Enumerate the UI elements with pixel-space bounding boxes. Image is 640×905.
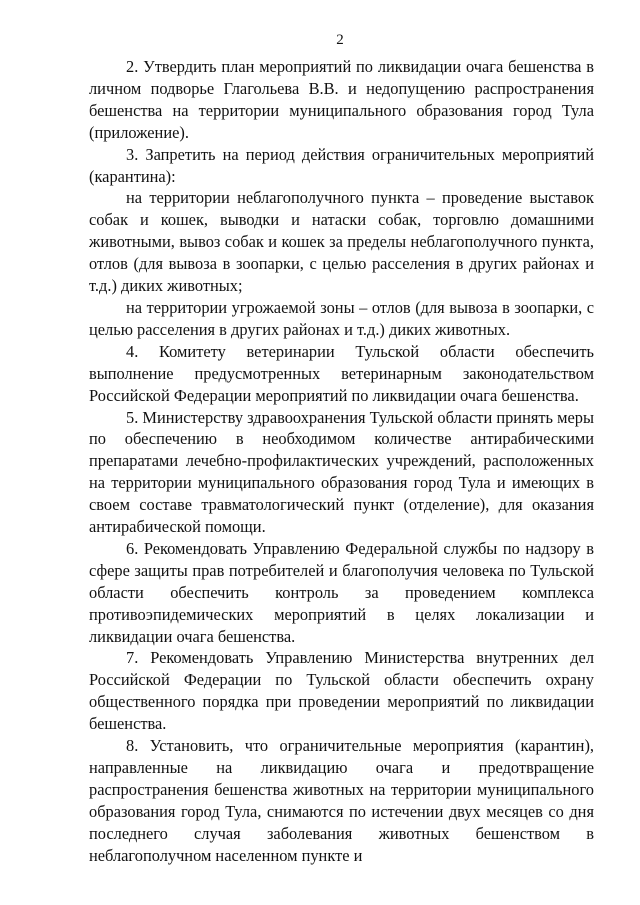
paragraph-6: 6. Рекомендовать Управлению Федеральной службы по надзору в сфере защиты прав потребителей и благополучия человека по Тульской области обеспечить контроль за проведением комплекса противоэпидемических мероприятий в целях локализации и ликвидации очага бешенства. xyxy=(89,538,594,646)
paragraph-4: 4. Комитету ветеринарии Тульской области обеспечить выполнение предусмотренных ветеринарным законодательством Российской Федерации мероприятий по ликвидации очага бешенства. xyxy=(89,341,594,405)
paragraph-5: 5. Министерству здравоохранения Тульской области принять меры по обеспечению в необходимом количестве антирабическими препаратами лечебно-профилактических учреждений, расположенных на территории муниципального образования город Тула и имеющих в своем составе травматологический пункт (отделение), для оказания антирабической помощи. xyxy=(89,407,594,537)
page-number: 2 xyxy=(336,32,344,48)
paragraph-3-item-2: на территории угрожаемой зоны – отлов (для вывоза в зоопарки, с целью расселения в других районах и т.д.) диких животных. xyxy=(89,297,594,339)
document-body xyxy=(89,56,594,867)
paragraph-2: 2. Утвердить план мероприятий по ликвидации очага бешенства в личном подворье Глагольева В.В. и недопущению распространения бешенства на территории муниципального образования город Тула (приложение). xyxy=(89,57,594,142)
paragraph-3-item-1: на территории неблагополучного пункта – проведение выставок собак и кошек, выводки и натаски собак, торговлю домашними животными, вывоз собак и кошек за пределы неблагополучного пункта, отлов (для вывоза в зоопарки, с целью расселения в других районах и т.д.) диких животных; xyxy=(89,188,594,296)
paragraph-7: 7. Рекомендовать Управлению Министерства внутренних дел Российской Федерации по Тульской области обеспечить охрану общественного порядка при проведении мероприятий по ликвидации бешенства. xyxy=(89,648,594,734)
paragraph-3: 3. Запретить на период действия ограничительных мероприятий (карантина): xyxy=(89,144,594,186)
paragraph-8: 8. Установить, что ограничительные мероприятия (карантин), направленные на ликвидацию очага и предотвращение распространения бешенства животных на территории муниципального образования город Тула, снимаются по истечении двух месяцев со дня последнего случая заболевания животных бешенством в неблагополучном населенном пункте и xyxy=(89,736,594,865)
